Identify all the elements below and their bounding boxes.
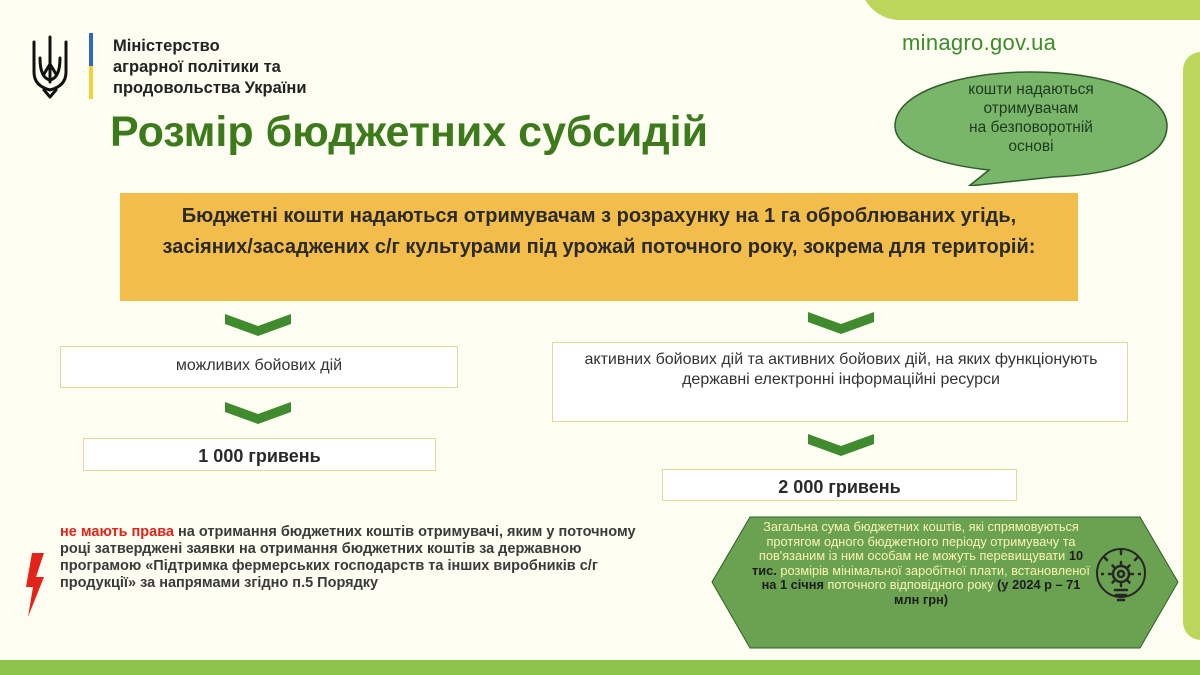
speech-bubble	[893, 70, 1169, 186]
territory-box-right	[552, 342, 1128, 422]
warning-body: на отримання бюджетних коштів отримувачі, яким у поточному році затверджені заявки на отримання бюджетних коштів за державною програмою «Підтримка фермерських господарств та інших виробників с/г продукції» за напрямами згідно п.5 Порядку	[60, 524, 636, 591]
note-bold-2: на 1 січня	[761, 577, 824, 593]
header-divider	[89, 33, 93, 99]
site-url[interactable]: minagro.gov.ua	[902, 30, 1057, 55]
ministry-name: Міністерство аграрної політики та продовольства України	[113, 37, 307, 97]
territory-box-left	[60, 346, 458, 388]
page-title: Розмір бюджетних субсидій	[110, 108, 709, 156]
bottom-bar	[0, 660, 1200, 675]
lightning-icon	[24, 553, 46, 617]
note-text	[752, 520, 1090, 608]
note-bold-3: (у 2024 р – 71 млн грн)	[893, 577, 1081, 607]
main-info-text: Бюджетні кошти надаються отримувачам з розрахунку на 1 га оброблюваних угідь, засіяних/засаджених с/г культурами під урожай поточного року, зокрема для територій:	[162, 205, 1036, 258]
lightbulb-gear-icon	[1101, 550, 1141, 604]
note-part-1: Загальна сума бюджетних коштів, які спрямовуються протягом одного бюджетного періоду отримувачу та пов'язаним із ним особам не можуть перевищувати	[758, 519, 1079, 564]
amount-right: 2 000 гривень	[778, 477, 901, 497]
territory-label-left: можливих бойових дій	[175, 357, 343, 374]
trident-icon	[30, 34, 70, 100]
warning-text	[60, 524, 650, 592]
amount-left: 1 000 гривень	[198, 446, 321, 466]
main-info-box	[120, 193, 1078, 301]
amount-box-right	[662, 469, 1017, 501]
speech-bubble-text: кошти надаються отримувачам на безповоротній основі	[968, 81, 1094, 155]
note-bold-1: 10 тис.	[752, 548, 1084, 578]
amount-box-left	[83, 438, 436, 471]
note-part-2: розмірів мінімальної заробітної плати, встановленої	[776, 562, 1090, 578]
note-part-3: поточного відповідного року	[823, 577, 998, 593]
chevron-down-icon	[806, 310, 876, 336]
warning-highlight: не мають права	[60, 524, 174, 540]
chevron-down-icon	[223, 312, 293, 338]
right-decoration	[1183, 52, 1200, 640]
chevron-down-icon	[223, 400, 293, 426]
territory-label-right: активних бойових дій та активних бойових дій, на яких функціонують державні електронні інформаційні ресурси	[584, 351, 1098, 388]
top-decoration	[860, 0, 1200, 20]
chevron-down-icon	[806, 432, 876, 458]
